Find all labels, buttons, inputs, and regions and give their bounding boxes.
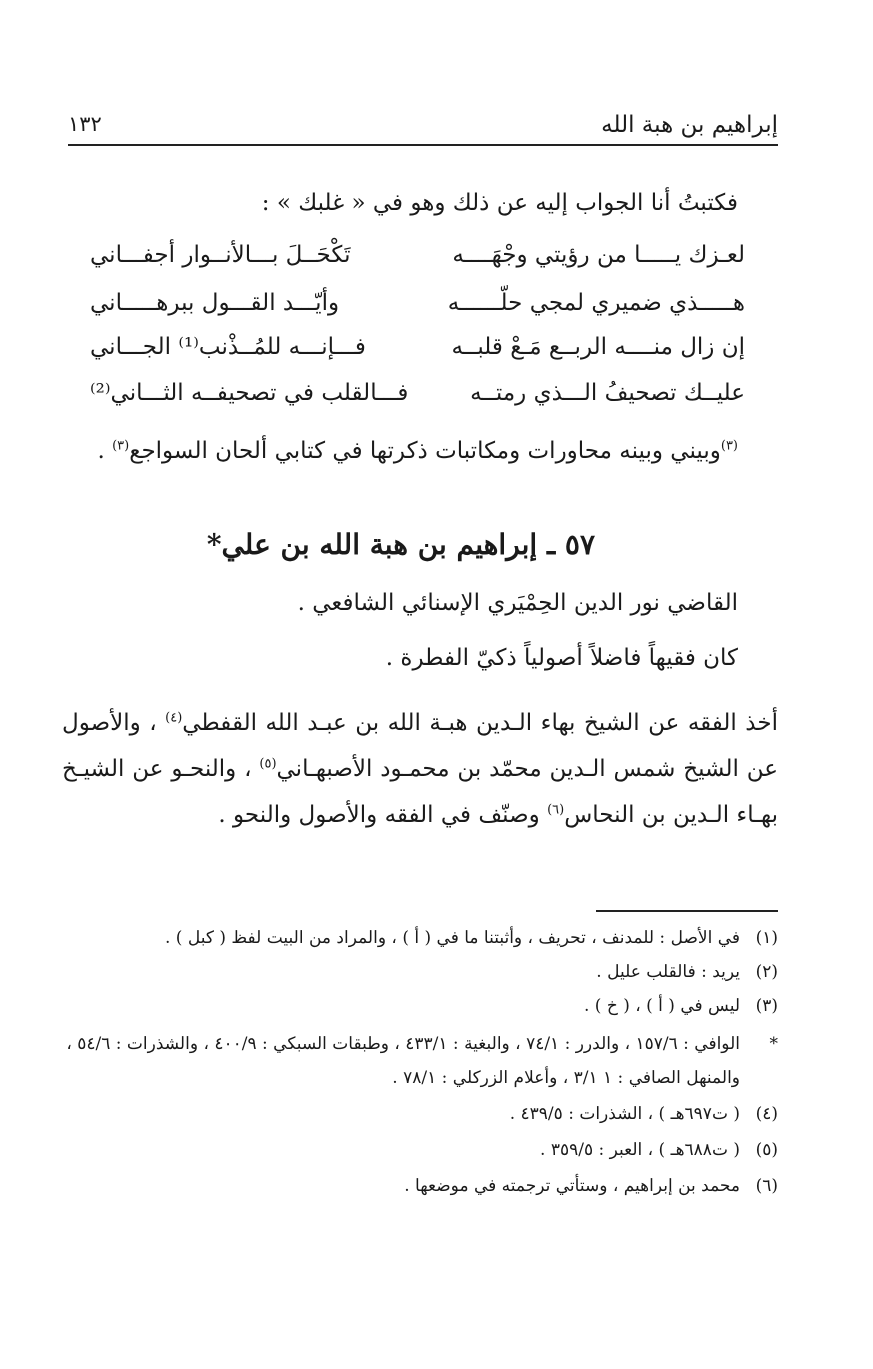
verse-second-hemistich: فـــالقلب في تصحيفــه الثـــاني⁽²⁾ — [90, 380, 409, 406]
footnote-text: في الأصل : للمدنف ، تحريف ، وأثبتنا ما في ( أ ) ، والمراد من البيت لفظ ( كبل ) . — [165, 928, 740, 948]
paragraph-biography — [62, 700, 778, 838]
footnote — [165, 928, 778, 948]
verse-first-hemistich: إن زال منــــه الربــع مَـعْ قلبــه — [451, 334, 745, 360]
footnote-separator — [596, 910, 778, 912]
closing-text: وبيني وبينه محاورات ومكاتبات ذكرتها في كتابي ألحان السواجع — [129, 438, 721, 464]
footnote-marker: (٦) — [547, 802, 565, 818]
footnote — [392, 1068, 778, 1088]
footnote — [510, 1104, 778, 1124]
closing-period: . — [97, 438, 113, 464]
para-text: ، والنحـو عن الشيـخ بهـاء الـدين بن النحاس — [62, 756, 778, 828]
verse-line — [90, 242, 745, 286]
verse-first-hemistich: عليــك تصحيفُ الـــذي رمتــه — [470, 380, 745, 406]
footnote-text: الوافي : ١٥٧/٦ ، والدرر : ٧٤/١ ، والبغية : ٤٣٣/١ ، وطبقات السبكي : ٤٠٠/٩ ، والشذرات : ٥٤/٦ ، — [66, 1034, 740, 1054]
verse-first-hemistich: هـــــذي ضميري لمجي حلّــــــه — [447, 290, 745, 316]
paragraph-title-line: القاضي نور الدين الحِمْيَري الإسنائي الشافعي . — [297, 590, 738, 616]
footnote — [404, 1176, 778, 1196]
verse-second-hemistich: تَكْحَــلَ بـــالأنــوار أجفـــاني — [90, 242, 351, 268]
footnote-marker: (٣) — [112, 438, 130, 454]
footnote-marker: (٣) — [720, 438, 738, 454]
para-text: وصنّف في الفقه والأصول والنحو . — [218, 802, 548, 828]
verse-line — [90, 380, 745, 424]
verse-second-hemistich: فـــإنـــه للمُــذْنب⁽¹⁾ الجـــاني — [90, 334, 366, 360]
footnote-text: ليس في ( أ ) ، ( خ ) . — [583, 996, 740, 1016]
footnote-text: يريد : فالقلب عليل . — [596, 962, 740, 982]
intro-line: فكتبتُ أنا الجواب إليه عن ذلك وهو في « غلبك » : — [261, 190, 738, 216]
footnote — [584, 996, 778, 1016]
running-header — [68, 108, 778, 146]
running-title: إبراهيم بن هبة الله — [601, 112, 778, 138]
footnote-text: ( ت٦٨٨هـ ) ، العبر : ٣٥٩/٥ . — [540, 1140, 740, 1160]
footnote-marker: (٥) — [259, 756, 277, 772]
footnote-text: والمنهل الصافي : ١ ٣/١ ، وأعلام الزركلي : ٧٨/١ . — [392, 1068, 740, 1088]
footnote — [596, 962, 778, 982]
para-text: أخذ الفقه عن الشيخ بهاء الـدين هبـة الله بن عبـد الله القفطي — [182, 710, 778, 736]
entry-heading: ٥٧ ـ إبراهيم بن هبة الله بن علي* — [206, 528, 595, 561]
footnote-text: ( ت٦٩٧هـ ) ، الشذرات : ٤٣٩/٥ . — [509, 1104, 740, 1124]
verse-line — [90, 290, 745, 334]
footnote-number: (٤) — [755, 1104, 778, 1124]
footnote-number: (٦) — [755, 1176, 778, 1196]
closing-line — [97, 438, 738, 464]
verse-first-hemistich: لعـزك يـــــا من رؤيتي وجْهَــــه — [452, 242, 745, 268]
footnote-number: * — [769, 1034, 778, 1054]
verse-line — [90, 334, 745, 378]
footnote-text: محمد بن إبراهيم ، وستأتي ترجمته في موضعها . — [404, 1176, 740, 1196]
verse-second-hemistich: وأيّـــد القـــول ببرهـــــاني — [90, 290, 340, 316]
footnote-number: (٥) — [755, 1140, 778, 1160]
footnote-number: (٣) — [755, 996, 778, 1016]
paragraph-description: كان فقيهاً فاضلاً أصولياً ذكيّ الفطرة . — [385, 645, 738, 671]
para-text: ، والأصول عن الشيخ شمس الـدين محمّد بن محمـود الأصبهـاني — [62, 710, 778, 782]
footnote — [540, 1140, 778, 1160]
footnote-number: (٢) — [755, 962, 778, 982]
footnote-number: (١) — [755, 928, 778, 948]
footnote — [66, 1034, 778, 1054]
page-number: ١٣٢ — [68, 112, 102, 136]
footnote-marker: (٤) — [165, 710, 183, 726]
